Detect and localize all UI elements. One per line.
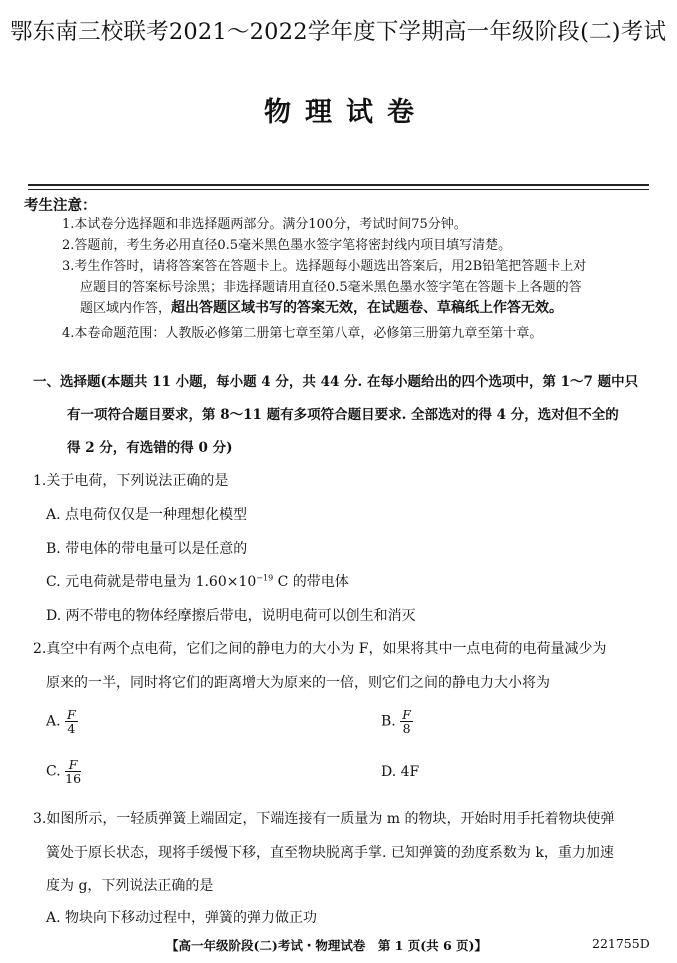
question-2-option-c-label: C.	[46, 763, 61, 780]
notice-item-3-line-2: 应题目的答案标号涂黑；非选择题请用直径0.5毫米黑色墨水签字笔在答题卡上各题的答	[80, 280, 582, 295]
question-1-option-c-text: C. 元电荷就是带电量为 1.60×10	[46, 574, 257, 590]
fraction-numerator: F	[402, 707, 411, 722]
question-1-option-a: A. 点电荷仅仅是一种理想化模型	[46, 507, 248, 523]
question-1-option-c	[46, 571, 349, 591]
notice-item-3-line-1: 3.考生作答时，请将答案答在答题卡上。选择题每小题选出答案后，用2B铅笔把答题卡上对	[62, 259, 587, 274]
question-2-option-c-fraction	[65, 758, 81, 785]
question-3-option-a: A. 物块向下移动过程中，弹簧的弹力做正功	[46, 910, 318, 926]
question-2-option-a	[46, 708, 78, 735]
question-1-stem: 1.关于电荷，下列说法正确的是	[33, 473, 229, 489]
question-2-option-b-label: B.	[381, 713, 396, 730]
question-2-option-c	[46, 758, 81, 785]
question-3-stem-line-2: 簧处于原长状态，现将手缓慢下移，直至物块脱离手掌. 已知弹簧的劲度系数为 k，重力加速	[46, 845, 614, 861]
paper-code: 221755D	[592, 936, 650, 951]
notice-item-3-emphasis: 超出答题区域书写的答案无效，在试题卷、草稿纸上作答无效。	[171, 300, 564, 316]
question-2-stem-line-1: 2.真空中有两个点电荷，它们之间的静电力的大小为 F，如果将其中一点电荷的电荷量减少为	[33, 641, 607, 657]
question-1-option-b: B. 带电体的带电量可以是任意的	[46, 541, 248, 557]
section-1-instructions-line-3: 得 2 分，有选错的得 0 分)	[67, 440, 233, 456]
section-1-instructions-line-2: 有一项符合题目要求，第 8～11 题有多项符合题目要求. 全部选对的得 4 分，选对但不全的	[67, 407, 619, 423]
fraction-numerator: F	[67, 707, 76, 722]
fraction-denominator: 8	[402, 721, 411, 736]
question-2-option-a-label: A.	[46, 713, 61, 730]
question-1-option-c-suffix: C 的带电体	[273, 574, 349, 590]
notice-item-3-prefix: 题区域内作答，	[80, 301, 172, 316]
section-1-instructions-line-1: 一、选择题(本题共 11 小题，每小题 4 分，共 44 分. 在每小题给出的四个选项中，第 1～7 题中只	[33, 374, 639, 390]
notice-item-2: 2.答题前，考生务必用直径0.5毫米黑色墨水签字笔将密封线内项目填写清楚。	[62, 238, 512, 253]
question-2-stem-line-2: 原来的一半，同时将它们的距离增大为原来的一倍，则它们之间的静电力大小将为	[46, 675, 550, 691]
question-2-option-d: D. 4F	[381, 764, 420, 780]
notice-item-3-line-3	[80, 298, 563, 319]
question-2-option-b-fraction	[400, 708, 413, 735]
notice-heading: 考生注意：	[24, 197, 97, 214]
fraction-denominator: 4	[67, 721, 76, 736]
question-3-stem-line-3: 度为 g，下列说法正确的是	[46, 878, 214, 894]
fraction-numerator: F	[65, 758, 81, 772]
question-1-option-c-exponent: −19	[256, 573, 274, 583]
question-3-stem-line-1: 3.如图所示，一轻质弹簧上端固定，下端连接有一质量为 m 的物块，开始时用手托着物块使弹	[33, 811, 615, 827]
divider-thin	[28, 189, 649, 190]
fraction-denominator: 16	[65, 771, 82, 786]
exam-title: 鄂东南三校联考2021～2022学年度下学期高一年级阶段(二)考试	[10, 19, 667, 45]
question-2-option-a-fraction	[65, 708, 78, 735]
question-1-option-d: D. 两不带电的物体经摩擦后带电，说明电荷可以创生和消灭	[46, 608, 416, 624]
exam-subject: 物理试卷	[264, 97, 428, 128]
divider-thick	[28, 184, 649, 186]
page-footer: 【高一年级阶段(二)考试・物理试卷 第 1 页(共 6 页)】	[166, 938, 487, 953]
notice-item-4: 4.本卷命题范围：人教版必修第二册第七章至第八章，必修第三册第九章至第十章。	[62, 326, 543, 341]
question-2-option-b	[381, 708, 413, 735]
notice-item-1: 1.本试卷分选择题和非选择题两部分。满分100分，考试时间75分钟。	[62, 217, 467, 232]
